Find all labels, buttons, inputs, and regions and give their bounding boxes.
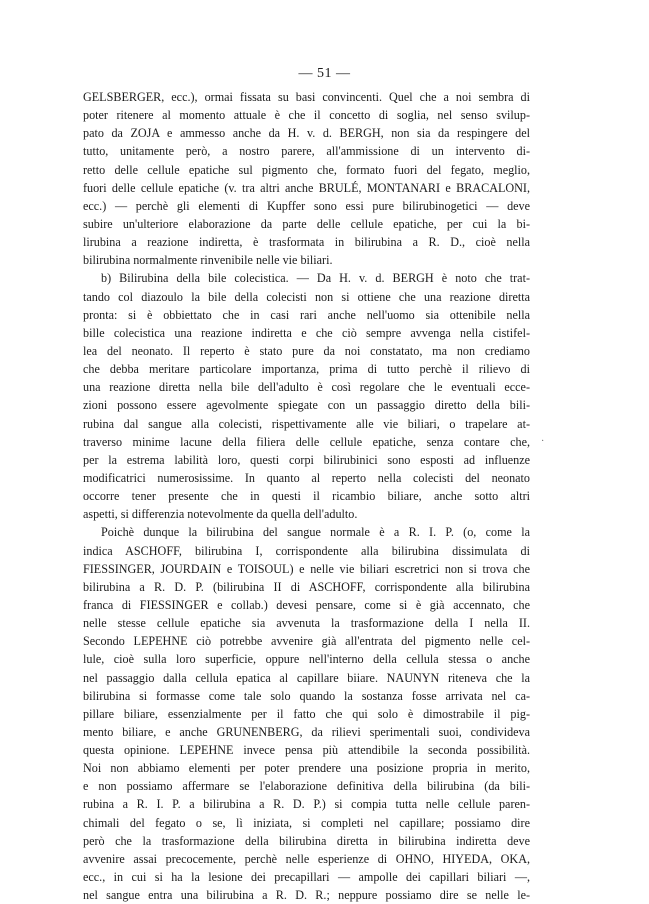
text-line: fuori delle cellule epatiche (v. tra altri anche BRULÉ, MONTANARI e BRACALONI, (83, 180, 530, 195)
body-text (83, 88, 530, 904)
text-line: ecc.) — perchè gli elementi di Kupffer sono essi pure bilirubinogetici — deve (83, 198, 530, 213)
text-line: Noi non abbiamo elementi per poter prendere una posizione propria in merito, (83, 761, 530, 776)
margin-mark: · (541, 436, 545, 447)
text-line: lirubina a reazione indiretta, è trasformata in bilirubina a R. D., cioè nella (83, 235, 530, 250)
text-line: aspetti, si differenzia notevolmente da quella dell'adulto. (83, 507, 358, 522)
text-line: nel passaggio dalla cellula epatica al capillare biiare. NAUNYN riteneva che la (83, 670, 530, 685)
text-line: e non possiamo affermare se l'elaborazione definitiva della bilirubina (da bili- (83, 779, 530, 794)
text-line: tando col diazoulo la bile della colecisti non si ottiene che una reazione diretta (83, 289, 530, 304)
text-line: FIESSINGER, JOURDAIN e TOISOUL) e nelle vie biliari escretrici non si trova che (83, 561, 530, 576)
text-line: retto delle cellule epatiche sul pigmento che, formato fuori del fegato, meglio, (83, 162, 530, 177)
text-line: che debba meritare particolare importanza, prima di tutto perchè il rilievo di (83, 362, 530, 377)
text-line: pillare biliare, essenzialmente per il fatto che qui solo è dimostrabile il pig- (83, 706, 530, 721)
text-line: indica ASCHOFF, bilirubina I, corrispondente alla bilirubina dissimulata di (83, 543, 530, 558)
text-line: lea del neonato. Il reperto è stato pure da noi constatato, ma non crediamo (83, 343, 530, 358)
text-line: bille colecistica una reazione indiretta e che ciò sempre avvenga nella cistifel- (83, 325, 530, 340)
text-line: mento biliare, e anche GRUNENBERG, da rilievi sperimentali suoi, condivideva (83, 724, 530, 739)
text-line: tutto, unitamente però, a nostro parere, all'ammissione di un intervento di- (83, 144, 530, 159)
text-line: avvenire assai precocemente, perchè nelle esperienze di OHNO, HIYEDA, OKA, (83, 851, 530, 866)
text-line: per la estrema labilità loro, questi corpi bilirubinici sono esposti ad influenze (83, 452, 530, 467)
text-line: bilirubina si formasse come tale solo quando la sostanza fosse arrivata nel ca- (83, 688, 530, 703)
text-line: zioni possono essere agevolmente spiegate con un passaggio diretto della bili- (83, 398, 530, 413)
text-line: chimali del fegato o se, lì iniziata, si completi nel capillare; possiamo dire (83, 815, 530, 830)
text-line: bilirubina normalmente rinvenibile nelle vie biliari. (83, 253, 333, 268)
text-line: bilirubina a R. D. P. (bilirubina II di ASCHOFF, corrispondente alla bilirubina (83, 579, 530, 594)
text-line: subire un'ulteriore elaborazione da parte delle cellule epatiche, per cui la bi- (83, 216, 530, 231)
text-line: modificatrici numerosissime. In quanto al reperto nella colecisti del neonato (83, 470, 530, 485)
text-line: una reazione diretta nella bile dell'adulto è così regolare che le eventuali ecce- (83, 380, 530, 395)
text-line: GELSBERGER, ecc.), ormai fissata su basi convincenti. Quel che a noi sembra di (83, 90, 530, 104)
text-line: però che la trasformazione della bilirubina diretta in bilirubina indiretta deve (83, 833, 530, 848)
text-line: pato da ZOJA e ammesso anche da H. v. d. BERGH, non sia da respingere del (83, 126, 530, 141)
text-line: traverso minime lacune della filiera delle cellule epatiche, senza contare che, (83, 434, 530, 449)
text-line: Secondo LEPEHNE ciò potrebbe avvenire già all'entrata del pigmento nelle cel- (83, 634, 530, 649)
text-line: pronta: si è obbiettato che in casi rari anche nell'uomo sia ottenibile nella (83, 307, 530, 322)
section-heading-line: b) Bilirubina della bile colecistica. — Da H. v. d. BERGH è noto che trat- (101, 271, 530, 286)
paragraph-start-line: Poichè dunque la bilirubina del sangue normale è a R. I. P. (o, come la (101, 525, 530, 540)
text-line: nelle stesse cellule epatiche sia avvenuta la trasformazione della I nella II. (83, 616, 530, 631)
text-line: lule, cioè sulla loro superficie, oppure nell'interno della cellula stessa o anche (83, 652, 530, 667)
text-line: ecc., in cui si ha la lesione dei precapillari — ampolle dei capillari biliari —, (83, 870, 530, 885)
text-line: rubina dal sangue alla colecisti, rispettivamente alle vie biliari, o trapelare at- (83, 416, 530, 431)
text-line: franca di FIESSINGER e collab.) devesi pensare, come si è già accennato, che (83, 597, 530, 612)
text-line: nel sangue entra una bilirubina a R. D. R.; neppure possiamo dire se nelle le- (83, 888, 530, 903)
text-line: rubina a R. I. P. a bilirubina a R. D. P.) si compia tutta nelle cellule paren- (83, 797, 530, 812)
text-line: questa opinione. LEPEHNE invece pensa più attendibile la seconda possibilità. (83, 743, 530, 758)
text-line: occorre tener presente che in questi il ricambio biliare, anche sotto altri (83, 489, 530, 504)
page-number: — 51 — (298, 66, 351, 81)
text-line: poter ritenere al momento attuale è che il concetto di soglia, nel senso svilup- (83, 108, 530, 123)
